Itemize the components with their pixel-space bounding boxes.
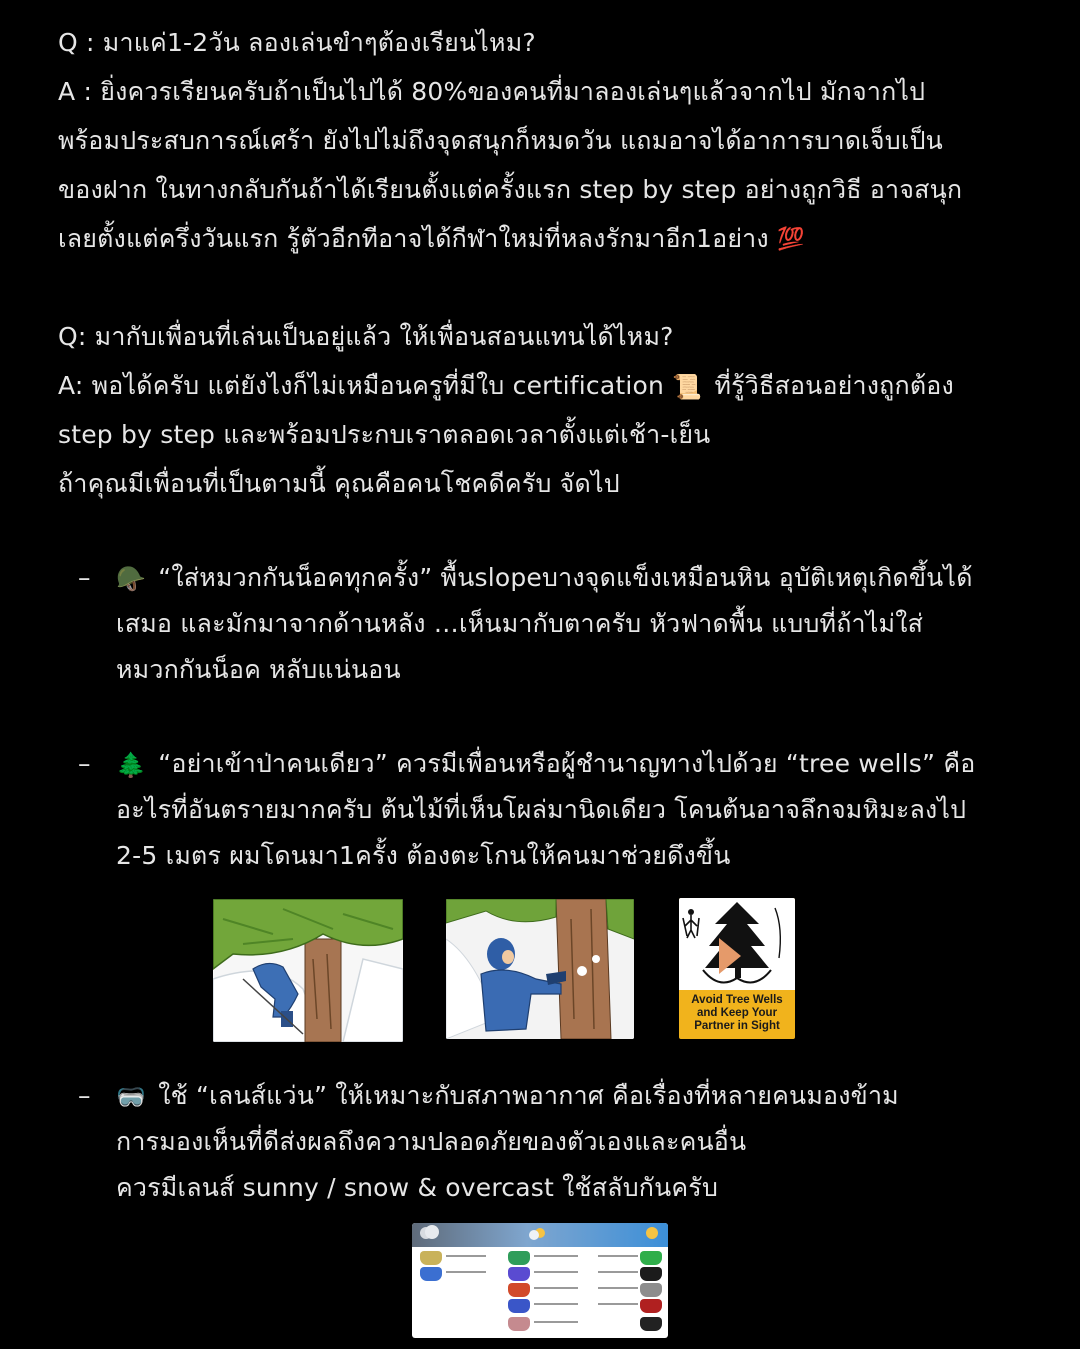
faq-1-answer-line: พร้อมประสบการณ์เศร้า ยังไปไม่ถึงจุดสนุกก็หมดวัน แถมอาจได้อาการบาดเจ็บเป็น	[58, 126, 943, 155]
list-dash: –	[78, 1081, 91, 1110]
lens-swatch	[508, 1267, 530, 1281]
tip-1-line: หมวกกันน็อค หลับแน่นอน	[116, 655, 401, 684]
tip-3-line: การมองเห็นที่ดีส่งผลถึงความปลอดภัยของตัวเองและคนอื่น	[116, 1127, 747, 1156]
faq-2-answer-text: A: พอได้ครับ แต่ยังไงก็ไม่เหมือนครูที่มีใบ certification	[58, 371, 665, 400]
lens-label	[598, 1255, 638, 1257]
tip-1-line: เสมอ และมักมาจากด้านหลัง …เห็นมากับตาครับ หัวฟาดพื้น แบบที่ถ้าไม่ใส่	[116, 609, 924, 638]
lens-label	[534, 1255, 578, 1257]
faq-2-answer-line: ถ้าคุณมีเพื่อนที่เป็นตามนี้ คุณคือคนโชคดีครับ จัดไป	[58, 469, 620, 498]
tree-well-fall-drawing	[213, 899, 403, 1042]
faq-1-answer-text: เลยตั้งแต่ครึ่งวันแรก รู้ตัวอีกทีอาจได้กีฬาใหม่ที่หลงรักมาอีก1อย่าง	[58, 224, 769, 253]
tree-well-fall-illustration	[213, 899, 403, 1042]
tree-well-climb-drawing	[446, 899, 634, 1039]
tip-1-line	[116, 560, 973, 597]
lens-swatch	[640, 1317, 662, 1331]
list-dash: –	[78, 749, 91, 778]
lens-swatch	[508, 1317, 530, 1331]
scroll-icon: 📜	[672, 373, 703, 401]
goggle-lens-chart	[412, 1223, 668, 1338]
faq-2-answer-line	[58, 368, 954, 405]
tree-well-climb-illustration	[446, 899, 634, 1039]
hundred-points-icon: 💯	[776, 227, 805, 252]
list-dash: –	[78, 563, 91, 592]
lens-label	[598, 1271, 638, 1273]
lens-swatch	[640, 1299, 662, 1313]
avoid-tree-wells-sign	[679, 898, 795, 1039]
sign-text-line: Partner in Sight	[694, 1020, 780, 1032]
lens-swatch	[640, 1267, 662, 1281]
faq-1-answer-line	[58, 221, 809, 258]
lens-label	[534, 1287, 578, 1289]
lens-label	[598, 1303, 638, 1305]
faq-1-answer-line: ของฝาก ในทางกลับกันถ้าได้เรียนตั้งแต่ครั้งแรก step by step อย่างถูกวิธี อาจสนุก	[58, 175, 963, 204]
tip-3-line	[116, 1078, 899, 1115]
faq-2-question: Q: มากับเพื่อนที่เล่นเป็นอยู่แล้ว ให้เพื่อนสอนแทนได้ไหม?	[58, 322, 674, 351]
lens-label	[534, 1271, 578, 1273]
faq-2-answer-line: step by step และพร้อมประกบเราตลอดเวลาตั้งแต่เช้า-เย็น	[58, 420, 711, 449]
tip-1-text: “ใส่หมวกกันน็อคทุกครั้ง” พื้นslopeบางจุดแข็งเหมือนหิน อุบัติเหตุเกิดขึ้นได้	[158, 563, 973, 592]
tip-2-text: “อย่าเข้าป่าคนเดียว” ควรมีเพื่อนหรือผู้ชำนาญทางไปด้วย “tree wells” คือ	[158, 749, 976, 778]
faq-1-question: Q : มาแค่1-2วัน ลองเล่นขำๆต้องเรียนไหม?	[58, 28, 536, 57]
tip-3-line: ควรมีเลนส์ sunny / snow & overcast ใช้สลับกันครับ	[116, 1173, 719, 1202]
lens-label	[534, 1321, 578, 1323]
lens-label	[446, 1255, 486, 1257]
lens-swatch	[640, 1283, 662, 1297]
tip-2-line: 2-5 เมตร ผมโดนมา1ครั้ง ต้องตะโกนให้คนมาช่วยดึงขึ้น	[116, 841, 731, 870]
lens-label	[534, 1303, 578, 1305]
tree-icon: 🌲	[116, 751, 147, 779]
tip-2-line	[116, 746, 975, 783]
sign-text-line: Avoid Tree Wells	[691, 994, 783, 1006]
lens-swatch	[508, 1251, 530, 1265]
lens-swatch	[420, 1251, 442, 1265]
helmet-icon: 🪖	[116, 565, 147, 593]
tip-3-text: ใช้ “เลนส์แว่น” ให้เหมาะกับสภาพอากาศ คือเรื่องที่หลายคนมองข้าม	[158, 1081, 899, 1110]
lens-label	[446, 1271, 486, 1273]
lens-swatch	[640, 1251, 662, 1265]
sign-text-line: and Keep Your	[696, 1007, 778, 1019]
weather-gradient-header	[412, 1223, 668, 1247]
lens-swatch	[508, 1299, 530, 1313]
lens-swatch	[508, 1283, 530, 1297]
lens-swatch	[420, 1267, 442, 1281]
lens-label	[598, 1287, 638, 1289]
goggles-icon: 🥽	[116, 1083, 147, 1111]
tip-2-line: อะไรที่อันตรายมากครับ ต้นไม้ที่เห็นโผล่มานิดเดียว โคนต้นอาจลึกจมหิมะลงไป	[116, 795, 967, 824]
faq-2-answer-text: ที่รู้วิธีสอนอย่างถูกต้อง	[714, 371, 954, 400]
tree-well-sign-drawing	[679, 898, 795, 990]
faq-1-answer-line: A : ยิ่งควรเรียนครับถ้าเป็นไปได้ 80%ของคนที่มาลองเล่นๆแล้วจากไป มักจากไป	[58, 77, 926, 106]
